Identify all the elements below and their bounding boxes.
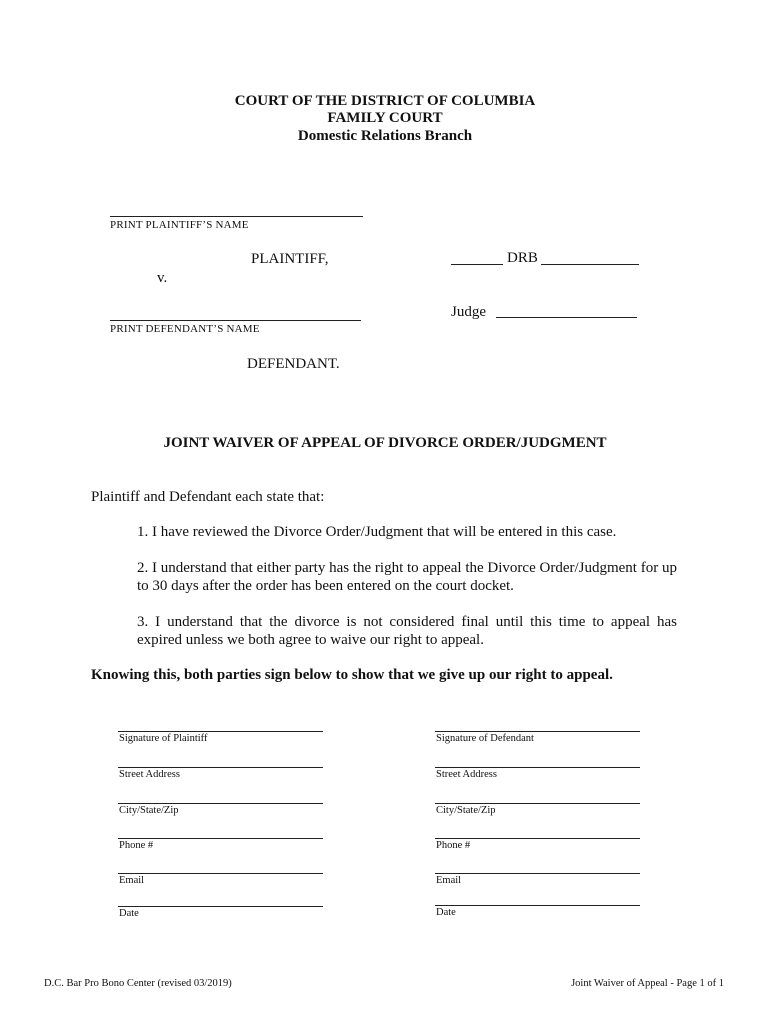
defendant-phone-line[interactable]: [435, 838, 640, 839]
statement-2: 2. I understand that either party has the right to appeal the Divorce Order/Judgment for up to 30 days after the order has been entered on the court docket.: [137, 560, 677, 594]
defendant-email-line[interactable]: [435, 873, 640, 874]
plaintiff-name-label: PRINT PLAINTIFF’S NAME: [110, 219, 249, 231]
plaintiff-signature-line[interactable]: [118, 731, 323, 732]
case-number-prefix-line[interactable]: [451, 264, 503, 265]
footer-right: Joint Waiver of Appeal - Page 1 of 1: [571, 978, 724, 989]
court-branch: Domestic Relations Branch: [297, 128, 473, 144]
defendant-street-line[interactable]: [435, 767, 640, 768]
plaintiff-email-label: Email: [119, 875, 145, 886]
defendant-phone-label: Phone #: [436, 840, 471, 851]
case-number-line[interactable]: [541, 264, 639, 265]
judge-name-line[interactable]: [496, 317, 637, 318]
defendant-city-label: City/State/Zip: [436, 805, 496, 816]
plaintiff-city-line[interactable]: [118, 803, 323, 804]
plaintiff-name-line[interactable]: [110, 216, 363, 217]
defendant-email-label: Email: [436, 875, 462, 886]
defendant-name-line[interactable]: [110, 320, 361, 321]
intro-text: Plaintiff and Defendant each state that:: [91, 489, 325, 505]
defendant-city-line[interactable]: [435, 803, 640, 804]
footer-left: D.C. Bar Pro Bono Center (revised 03/2019): [44, 978, 232, 989]
judge-label: Judge: [451, 304, 486, 320]
statement-1: 1. I have reviewed the Divorce Order/Judgment that will be entered in this case.: [137, 524, 617, 540]
plaintiff-street-label: Street Address: [119, 769, 180, 780]
plaintiff-signature-label: Signature of Plaintiff: [119, 733, 208, 744]
plaintiff-label: PLAINTIFF,: [251, 251, 329, 267]
statement-3: 3. I understand that the divorce is not considered final until this time to appeal has expired unless we both agree to waive our right to appeal.: [137, 614, 677, 648]
plaintiff-date-label: Date: [119, 908, 139, 919]
court-division: FAMILY COURT: [327, 110, 443, 126]
plaintiff-street-line[interactable]: [118, 767, 323, 768]
defendant-name-label: PRINT DEFENDANT’S NAME: [110, 323, 260, 335]
plaintiff-date-line[interactable]: [118, 906, 323, 907]
defendant-date-label: Date: [436, 907, 456, 918]
defendant-street-label: Street Address: [436, 769, 497, 780]
plaintiff-phone-label: Phone #: [119, 840, 154, 851]
defendant-label: DEFENDANT.: [247, 356, 340, 372]
document-title: JOINT WAIVER OF APPEAL OF DIVORCE ORDER/JUDGMENT: [163, 435, 607, 451]
defendant-signature-label: Signature of Defendant: [436, 733, 534, 744]
plaintiff-phone-line[interactable]: [118, 838, 323, 839]
defendant-date-line[interactable]: [435, 905, 640, 906]
court-name: COURT OF THE DISTRICT OF COLUMBIA: [234, 93, 536, 109]
drb-label: DRB: [507, 250, 538, 266]
plaintiff-email-line[interactable]: [118, 873, 323, 874]
knowing-statement: Knowing this, both parties sign below to show that we give up our right to appeal.: [91, 667, 613, 683]
defendant-signature-line[interactable]: [435, 731, 640, 732]
versus-label: v.: [157, 270, 168, 286]
plaintiff-city-label: City/State/Zip: [119, 805, 179, 816]
